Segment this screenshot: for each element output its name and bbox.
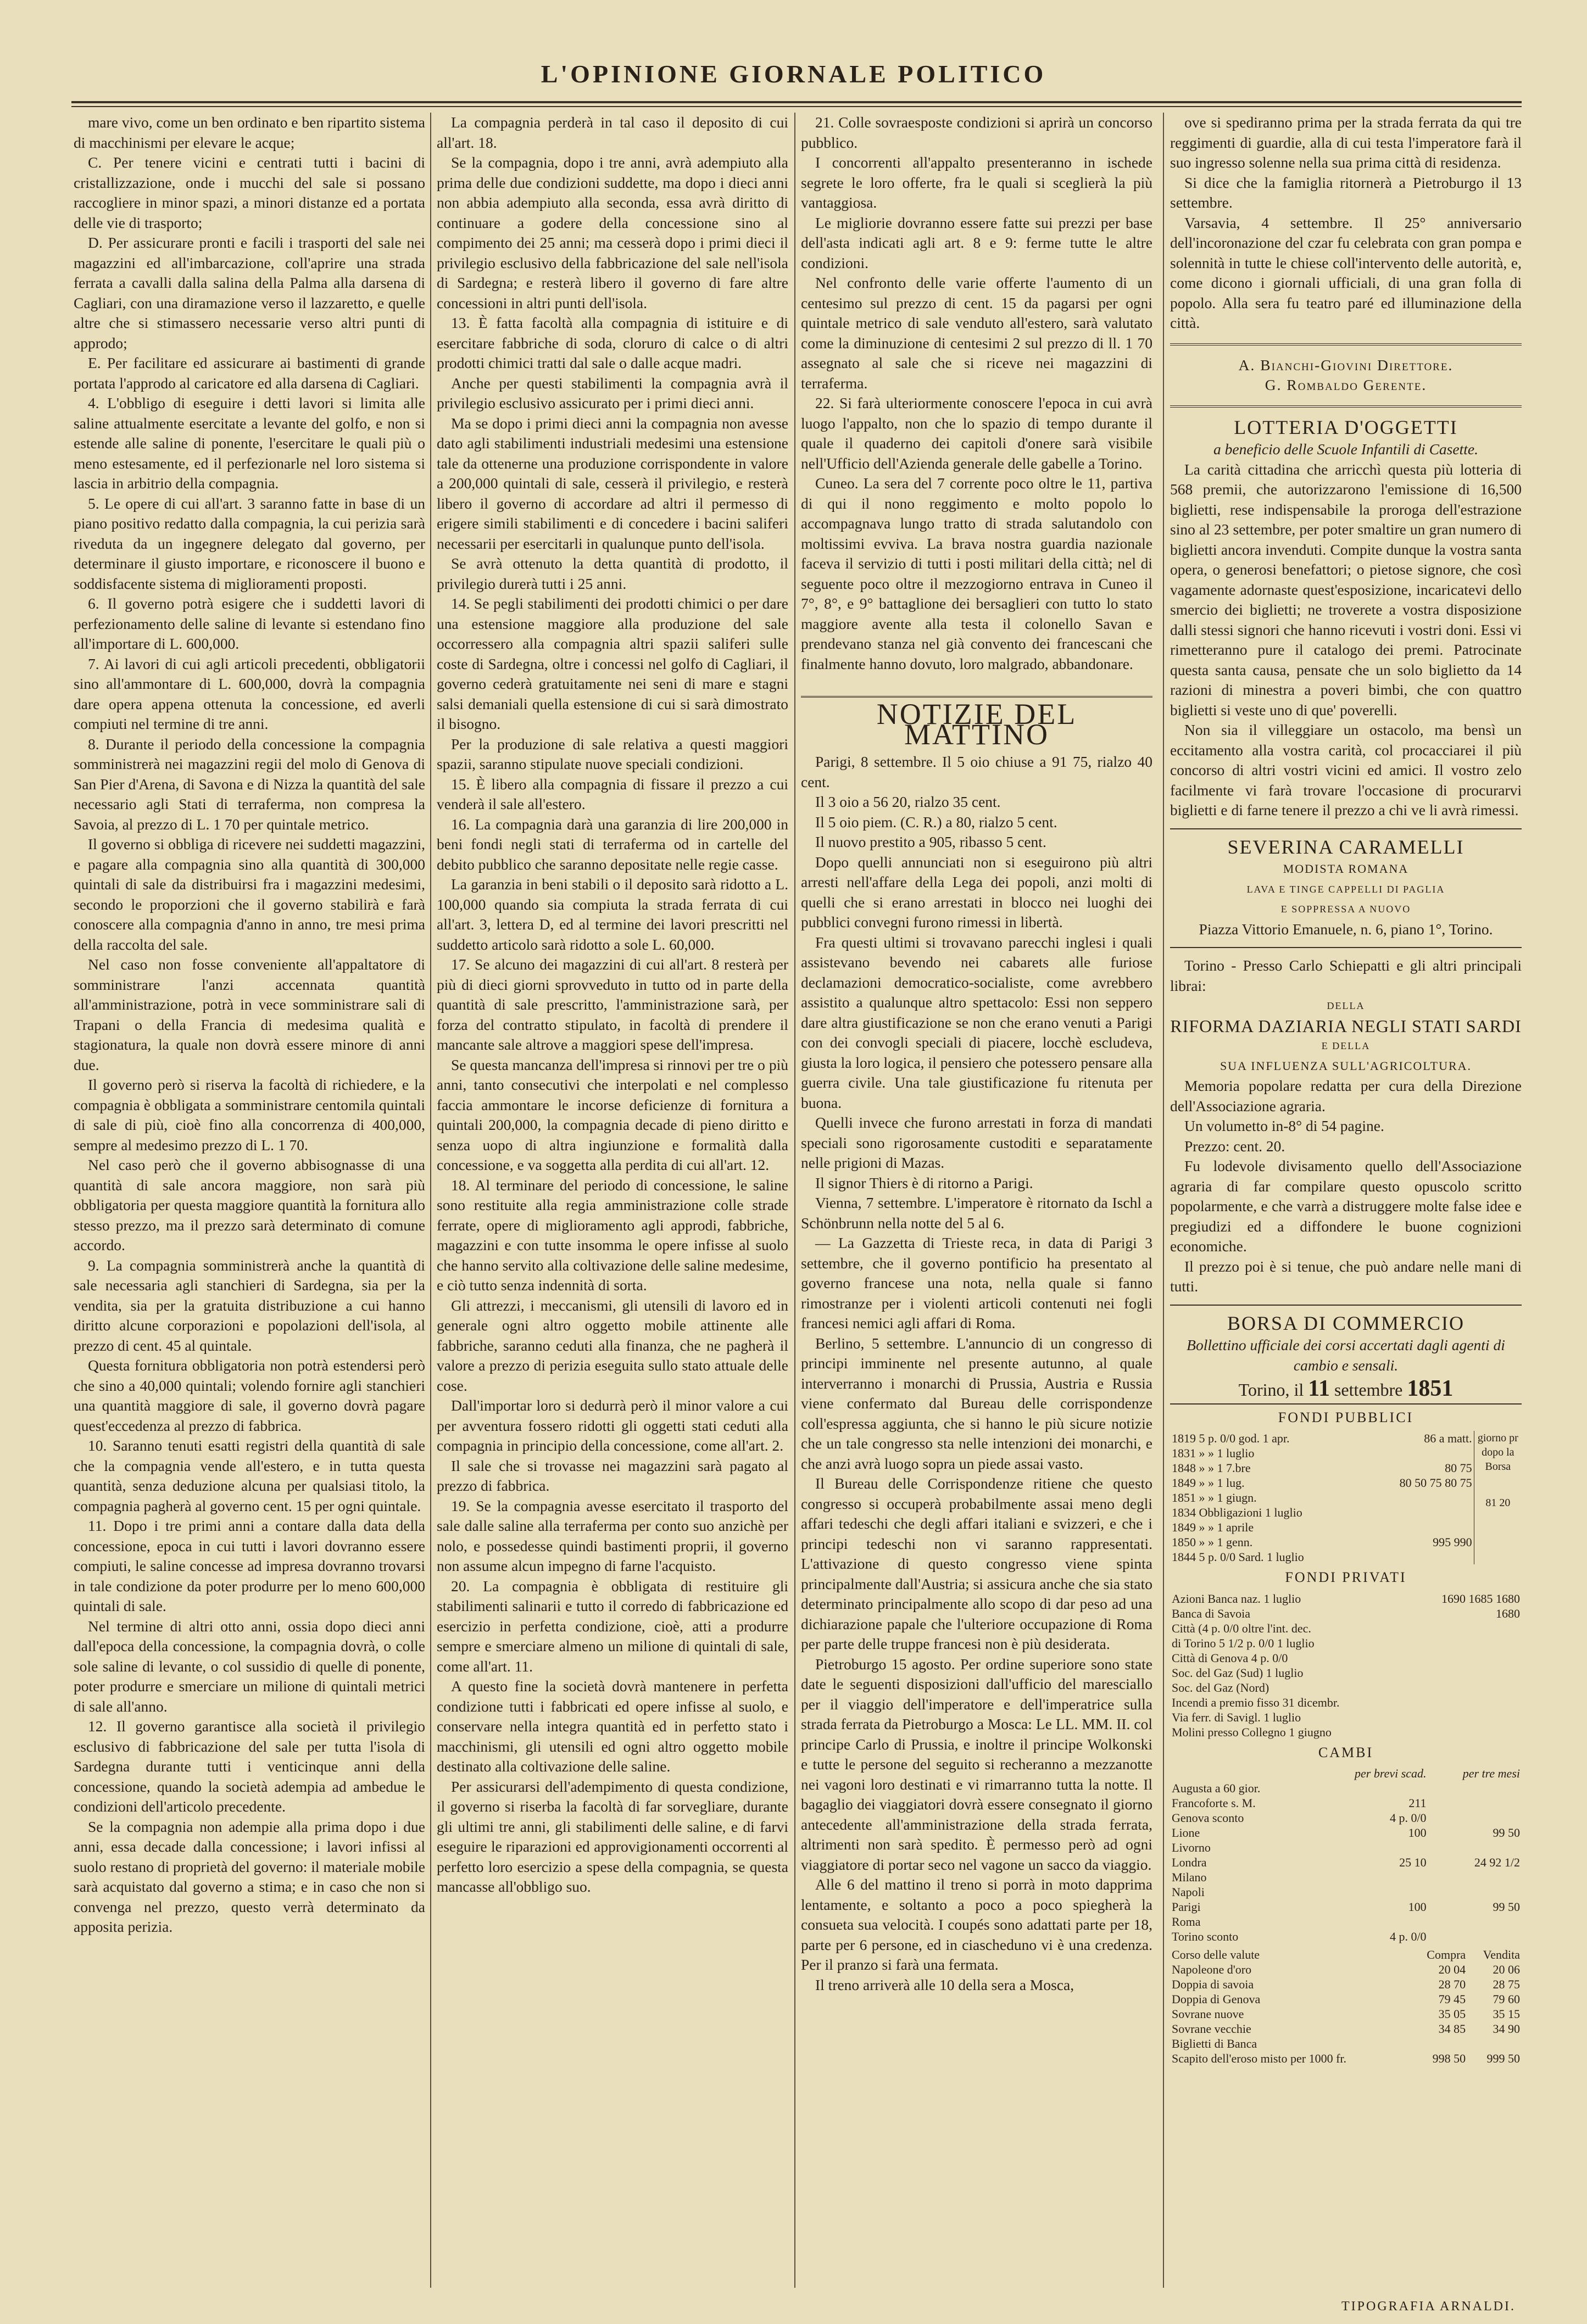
table-row bbox=[1170, 1461, 1474, 1475]
table-row bbox=[1170, 1992, 1522, 2007]
news-paragraph: Dopo quelli annunciati non si eseguirono più altri arresti nell'affare della Lega dei popoli, anzi molti di quelli che si erano arrestati in blocco nei luoghi dei pubblici convegni furono rimessi in libertà. bbox=[801, 853, 1152, 930]
table-cell bbox=[1312, 1914, 1428, 1929]
article-paragraph: C. Per tenere vicini e centrati tutti i bacini di cristallizzazione, onde i mucchi del sale si possano raccogliere in minor spazi, a minori distanze ed a portata delle vie di trasporto; bbox=[74, 154, 425, 231]
table-header-cell: Compra bbox=[1427, 1948, 1466, 1961]
article-paragraph: La compagnia perderà in tal caso il deposito di cui all'art. 18. bbox=[437, 114, 788, 151]
book-subtitle: SUA INFLUENZA SULL'AGRICOLTURA. bbox=[1220, 1058, 1472, 1073]
top-rule bbox=[71, 101, 1522, 103]
table-row bbox=[1170, 1475, 1474, 1490]
director-signature: A. Bianchi-Giovini Direttore. bbox=[1238, 356, 1454, 374]
table-cell: 998 50 bbox=[1432, 2052, 1466, 2065]
article-paragraph: 10. Saranno tenuti esatti registri della quantità di sale che la compagnia vende all'estero, e in tutta questa quantità, senza deduzione alcuna per qualsiasi titolo, la compagnia pagherà al governo cent. 15 per ogni quintale. bbox=[74, 1437, 425, 1514]
table-cell: Azioni Banca naz. 1 luglio bbox=[1172, 1591, 1301, 1606]
table-cell bbox=[1312, 1781, 1428, 1796]
currency-table bbox=[1170, 1947, 1522, 2066]
article-paragraph: Se la compagnia non adempie alla prima dopo i due anni, essa decade dalla concessione; i lavori infissi al suolo restano di proprietà del governo: il materiale mobile sarà acquistato dal governo a stima; e in caso che non si convenga nel prezzo, questo verrà determinato da apposita perizia. bbox=[74, 1818, 425, 1935]
article-paragraph: Dall'importar loro si dedurrà però il minor valore a cui per avventura fossero ridotti gli oggetti stati ceduti alla compagnia in principio della concessione, come all'art. 2. bbox=[437, 1397, 788, 1454]
table-cell bbox=[1312, 1840, 1428, 1855]
table-cell: Napoli bbox=[1172, 1885, 1205, 1899]
date-prefix: Torino, il bbox=[1238, 1380, 1304, 1400]
table-cell: Città (4 p. 0/0 oltre l'int. dec. bbox=[1172, 1621, 1311, 1635]
manager-signature: G. Rombaldo Gerente. bbox=[1265, 376, 1427, 393]
table-cell bbox=[1408, 1710, 1522, 1725]
article-paragraph: 21. Colle sovraesposte condizioni si aprirà un concorso pubblico. bbox=[801, 114, 1152, 151]
article-paragraph: 9. La compagnia somministrerà anche la quantità di sale necessaria agli stanchieri di Sardegna, sia per la vendita, sia per la gratuita distribuzione a cui hanno diritto alcune corporazioni e popolazioni dell'isola, al prezzo di cent. 45 al quintale. bbox=[74, 1256, 425, 1354]
article-paragraph: Per la produzione di sale relativa a questi maggiori spazii, saranno stipulate nuove speciali condizioni. bbox=[437, 735, 788, 772]
table-row bbox=[1170, 1505, 1474, 1520]
column-3 bbox=[801, 113, 1152, 2288]
article-paragraph: 20. La compagnia è obbligata di restituire gli stabilimenti salinarii e tutto il corredo di fabbricazione ed esercizio in perfetta condizione, cioè, atti a produrre sempre e smerciare almeno un milione di quintali di sale, come all'art. 11. bbox=[437, 1577, 788, 1675]
table-row bbox=[1170, 2051, 1522, 2066]
column-divider bbox=[1163, 113, 1164, 2288]
table-row bbox=[1170, 1855, 1522, 1870]
table-cell: Banca di Savoia bbox=[1172, 1606, 1250, 1620]
private-funds-heading: FONDI PRIVATI bbox=[1285, 1569, 1407, 1585]
table-cell: 100 bbox=[1408, 1900, 1427, 1914]
article-paragraph: 11. Dopo i tre primi anni a contare dalla data della concessione, epoca in cui tutti i lavori dovranno essere compiuti, le saline concesse ad impresa dovranno trovarsi in tale condizione da poter produrre per lo meno 600,000 quintali di sale. bbox=[74, 1517, 425, 1614]
giorno-value: 81 20 bbox=[1485, 1497, 1511, 1509]
table-cell: 79 60 bbox=[1493, 1992, 1520, 2006]
milliner-address: Piazza Vittorio Emanuele, n. 6, piano 1°, Torino. bbox=[1199, 920, 1493, 938]
table-row bbox=[1170, 1651, 1522, 1665]
article-paragraph: 6. Il governo potrà esigere che i suddetti lavori di perfezionamento delle saline di levante si estendano fino all'importare di L. 600,000. bbox=[74, 595, 425, 652]
table-row bbox=[1170, 1929, 1522, 1944]
table-cell: 999 50 bbox=[1486, 2052, 1520, 2065]
table-cell bbox=[1365, 1550, 1473, 1564]
date-day: 11 bbox=[1308, 1376, 1330, 1401]
table-row bbox=[1170, 2036, 1522, 2051]
article-paragraph: Anche per questi stabilimenti la compagnia avrà il privilegio esclusivo assicurato per i primi dieci anni. bbox=[437, 374, 788, 411]
table-row bbox=[1170, 1520, 1474, 1535]
table-cell: Incendi a premio fisso 31 dicembr. bbox=[1172, 1695, 1340, 1709]
table-cell: Lione bbox=[1172, 1826, 1200, 1840]
news-paragraph: Berlino, 5 settembre. L'annuncio di un congresso di principi imminente nel presente autunno, al quale interverranno i monarchi di Prussia, Austria e Russia viene confermato dal Bureau delle corrispondenze coll'espressa aggiunta, che si hanno le più sicure notizie che un tale congresso sta nelle intenzioni dei monarchi, e che anzi avrà luogo sopra un piede assai vasto. bbox=[801, 1334, 1152, 1472]
table-cell: Milano bbox=[1172, 1870, 1207, 1884]
table-header-cell: per tre mesi bbox=[1462, 1766, 1520, 1780]
news-paragraph: Vienna, 7 settembre. L'imperatore è ritornato da Ischl a Schönbrunn nella notte del 5 al 6. bbox=[801, 1194, 1152, 1231]
table-cell: 1819 5 p. 0/0 god. 1 apr. bbox=[1172, 1431, 1290, 1445]
article-paragraph: Nel confronto delle varie offerte l'aumento di un centesimo sul prezzo di cent. 15 da pagarsi per ogni quintale metrico di sale venduto all'estero, sarà valutato come la diminuzione di centesimi 2 sul prezzo di ll. 1 70 assegnato al sale che si riceve nei magazzini di terraferma. bbox=[801, 274, 1152, 392]
table-cell: Doppia di Genova bbox=[1172, 1992, 1261, 2006]
table-cell bbox=[1428, 1885, 1522, 1899]
table-cell: Sovrane nuove bbox=[1172, 2007, 1244, 2021]
table-cell: Genova sconto bbox=[1172, 1811, 1244, 1825]
table-cell bbox=[1428, 1810, 1522, 1825]
table-cell: 1844 5 p. 0/0 Sard. 1 luglio bbox=[1172, 1550, 1304, 1564]
news-paragraph: Fra questi ultimi si trovavano parecchi inglesi i quali assistevano bevendo nei cabarets alle furiose declamazioni democratico-socialiste, come avrebbero assistito a qualunque altro spettacolo: Essi non seppero dare altra giustificazione se non che erano venuti a Parigi con dei convogli speciali di piacere, locchè escludeva, giusta la loro logica, il pensiero che potessero pensare alla guerra civile. Una tale giustificazione fu ritenuta per buona. bbox=[801, 933, 1152, 1111]
table-row bbox=[1170, 1680, 1522, 1695]
table-cell: Roma bbox=[1172, 1915, 1201, 1929]
table-cell: 35 15 bbox=[1493, 2007, 1520, 2021]
book-volume: Un volumetto in-8° di 54 pagine. bbox=[1184, 1117, 1384, 1134]
table-cell: 1849 » » 1 aprile bbox=[1172, 1520, 1254, 1534]
book-della: DELLA bbox=[1327, 1000, 1365, 1011]
table-cell: Doppia di savoia bbox=[1172, 1977, 1254, 1991]
table-cell bbox=[1428, 1796, 1522, 1810]
article-paragraph: mare vivo, come un ben ordinato e ben ripartito sistema di macchinismi per elevare le acque; bbox=[74, 114, 425, 151]
giorno-box bbox=[1474, 1431, 1522, 1564]
divider bbox=[1170, 343, 1522, 345]
table-cell bbox=[1428, 1914, 1522, 1929]
table-cell: 1848 » » 1 7.bre bbox=[1172, 1461, 1251, 1475]
table-row bbox=[1170, 1899, 1522, 1914]
table-cell: 995 990 bbox=[1433, 1535, 1472, 1549]
article-paragraph: 19. Se la compagnia avesse esercitato il trasporto del sale dalle saline alla terraferma per conto suo anzichè per nolo, e possedesse quindi bastimenti proprii, il governo non assume alcun impegno di farne l'acquisto. bbox=[437, 1497, 788, 1574]
table-cell: Livorno bbox=[1172, 1841, 1211, 1854]
article-paragraph: 8. Durante il periodo della concessione la compagnia somministrerà nei magazzini regii del molo di Genova di San Pier d'Arena, di Savona e di Nizza la quantità del sale necessario agli Stati di terraferma, non compresa la Savoia, al prezzo di L. 1 70 per quintale metrico. bbox=[74, 735, 425, 833]
table-cell: 86 a matt. bbox=[1424, 1431, 1472, 1445]
table-cell bbox=[1312, 1885, 1428, 1899]
table-row bbox=[1170, 1636, 1522, 1651]
news-paragraph: Si dice che la famiglia ritornerà a Pietroburgo il 13 settembre. bbox=[1170, 174, 1522, 211]
bourse-date bbox=[1170, 1376, 1522, 1401]
table-cell bbox=[1170, 1766, 1312, 1781]
table-cell: Francoforte s. M. bbox=[1172, 1796, 1256, 1810]
article-paragraph: 18. Al terminare del periodo di concessione, le saline sono restituite alla regia amministrazione colle strade ferrate, opere di miglioramento agli approdi, fabbriche, magazzini e con tutte insomma le opere infisse al suolo che hanno servito alla coltivazione delle saline medesime, e ciò tutto senza indennità di sorta. bbox=[437, 1176, 788, 1294]
table-cell: 4 p. 0/0 bbox=[1389, 1930, 1427, 1943]
article-paragraph: Per assicurarsi dell'adempimento di questa condizione, il governo si riserba la facoltà di far sorvegliare, durante gli ultimi tre anni, gli stabilimenti delle saline, e di farvi eseguire le riparazioni ed approvigionamenti occorrenti al perfetto loro esercizio a spese della compagnia, se questa mancasse all'obbligo suo. bbox=[437, 1777, 788, 1895]
table-row bbox=[1170, 1781, 1522, 1796]
table-cell: 1680 bbox=[1496, 1606, 1520, 1620]
masthead-title: L'OPINIONE GIORNALE POLITICO bbox=[541, 60, 1046, 88]
table-cell: Soc. del Gaz (Nord) bbox=[1172, 1680, 1269, 1695]
article-paragraph: D. Per assicurare pronti e facili i trasporti del sale nei magazzini ed all'imbarcazione, coll'aprire una strada ferrata a cavalli dalla salina della Palma alla darsena di Cagliari, con una diramazione verso il lazzaretto, e quelle altre che si stimassero necessarie verso altri punti di approdo; bbox=[74, 234, 425, 352]
table-row bbox=[1170, 1665, 1522, 1680]
divider bbox=[1170, 828, 1522, 829]
lottery-paragraph: Non sia il villeggiare un ostacolo, ma bensì un eccitamento alla vostra carità, col procacciarei il più concorso di altri vostri vicini ed amici. Il vostro zelo facilmente vi farà trovare l'occasione di procurarvi biglietti e di farne tenere il prezzo a chi ve li avrà rimessi. bbox=[1170, 721, 1522, 818]
article-paragraph: Se avrà ottenuto la detta quantità di prodotto, il privilegio durerà tutti i 25 anni. bbox=[437, 555, 788, 592]
news-paragraph: Il 3 oio a 56 20, rialzo 35 cent. bbox=[815, 793, 1001, 810]
table-cell: 99 50 bbox=[1493, 1826, 1520, 1840]
article-paragraph: Le migliorie dovranno essere fatte sui prezzi per base dell'asta indicati agli art. 8 e 9: ferme tutte le altre condizioni. bbox=[801, 214, 1152, 271]
table-row bbox=[1170, 1914, 1522, 1929]
table-cell bbox=[1408, 1725, 1522, 1740]
article-paragraph: Nel termine di altri otto anni, ossia dopo dieci anni dall'epoca della concessione, la compagnia dovrà, o colle sole saline di levante, o col sussidio di quelle di ponente, poter produrre e smerciare un milione di quintali metrici di sale all'anno. bbox=[74, 1617, 425, 1715]
column-4 bbox=[1170, 113, 1522, 2288]
table-cell bbox=[1408, 1621, 1522, 1636]
news-paragraph: Il Bureau delle Corrispondenze ritiene che questo congresso si occuperà probabilmente assai meno degli affari tedeschi che degli affari italiani e svizzeri, e che i principi tedeschi non vi saranno rappresentati. L'attivazione di questo congresso viene spinta principalmente dall'Austria; si assicura anche che sia stato determinato principalmente allo scopo di dar peso ad una dichiarazione papale che l'ulteriore occupazione di Roma per parte delle truppe francesi non è più desiderata. bbox=[801, 1475, 1152, 1652]
table-cell: Biglietti di Banca bbox=[1172, 2037, 1257, 2050]
table-cell: Torino sconto bbox=[1172, 1930, 1239, 1943]
table-header-cell: per brevi scad. bbox=[1355, 1766, 1427, 1780]
exchange-heading: CAMBI bbox=[1318, 1744, 1374, 1760]
news-heading-box bbox=[801, 696, 1152, 751]
news-paragraph: Varsavia, 4 settembre. Il 25° anniversario dell'incoronazione del czar fu celebrata con gran pompa e solennità in tutte le chiese coll'intervento delle autorità, e, come dicono i giornali ufficiali, di una gran folla di popolo. Alla sera fu teatro paré ed illuminazione della città. bbox=[1170, 214, 1522, 331]
table-cell bbox=[1410, 2036, 1467, 2051]
table-row bbox=[1170, 1962, 1522, 1977]
table-cell: 1831 » » 1 luglio bbox=[1172, 1446, 1255, 1460]
table-cell: 28 70 bbox=[1438, 1977, 1466, 1991]
table-cell: 80 75 bbox=[1445, 1461, 1472, 1475]
article-paragraph: E. Per facilitare ed assicurare ai bastimenti di grande portata l'approdo al caricatore ed alla darsena di Cagliari. bbox=[74, 354, 425, 392]
article-paragraph: Gli attrezzi, i meccanismi, gli utensili di lavoro ed in generale ogni altro oggetto mobile attinente alle fabbriche, saranno ceduti alla finanza, che ne pagherà il valore a prezzo di perizia eseguita sullo stato attuale delle cose. bbox=[437, 1296, 788, 1394]
article-paragraph: A questo fine la società dovrà mantenere in perfetta condizione tutti i fabbricati ed opere infisse al suolo, e conservare nella integra quantità ed in perfetto stato i macchinismi, gli utensili ed ogni altro oggetto mobile destinato alla coltivazione delle saline. bbox=[437, 1677, 788, 1775]
article-paragraph: Cuneo. La sera del 7 corrente poco oltre le 11, partiva di qui il nono reggimento e molto popolo lo accompagnava lungo tratto di strada salutandolo con moltissimi evviva. La brava nostra guardia nazionale faceva il servizio di tutti i posti militari della città; nel di seguente poco oltre il mezzogiorno entrava in Cuneo il 7°, 8°, e 9° battaglione dei bersaglieri con tutto lo stato maggiore avente alla testa il colonello Savan e prendevano stanza nel già convento dei francescani che finalmente hanno dovuto, loro malgrado, abbandonare. bbox=[801, 475, 1152, 672]
divider bbox=[1170, 1403, 1522, 1405]
article-paragraph: Il sale che si trovasse nei magazzini sarà pagato al prezzo di fabbrica. bbox=[437, 1457, 788, 1494]
table-cell: 25 10 bbox=[1399, 1855, 1427, 1869]
book-note-2: Il prezzo poi è si tenue, che può andare nelle mani di tutti. bbox=[1170, 1257, 1522, 1295]
date-year: 1851 bbox=[1407, 1376, 1454, 1401]
book-intro: Torino - Presso Carlo Schiepatti e gli altri principali librai: bbox=[1170, 957, 1522, 994]
table-row bbox=[1170, 1796, 1522, 1810]
article-paragraph: 22. Si farà ulteriormente conoscere l'epoca in cui avrà luogo l'appalto, non che lo spazio di tempo durante il quale il quaderno dei capitoli d'onere sarà visibile nell'Ufficio dell'Azienda generale delle gabelle a Torino. bbox=[801, 394, 1152, 472]
table-row bbox=[1170, 1621, 1522, 1636]
table-row bbox=[1170, 1550, 1474, 1564]
article-paragraph: Nel caso non fosse conveniente all'appaltatore di somministrare l'anzi accennata quantità all'amministrazione, potrà in vece somministrare sali di Trapani o della Francia di medesima qualità e stagionatura, la quale non dovrà essere minore di anni due. bbox=[74, 956, 425, 1073]
table-row bbox=[1170, 1840, 1522, 1855]
table-row bbox=[1170, 1825, 1522, 1840]
table-row bbox=[1170, 1710, 1522, 1725]
divider bbox=[1170, 405, 1522, 408]
table-cell: 1850 » » 1 genn. bbox=[1172, 1535, 1253, 1549]
news-paragraph: — La Gazzetta di Trieste reca, in data di Parigi 3 settembre, che il governo pontificio ha presentato al governo francese una nota, nella quale si fanno rimostranze per i violenti articoli contenuti nei fogli francesi nemici agli affari di Roma. bbox=[801, 1234, 1152, 1331]
table-header-row bbox=[1170, 1947, 1522, 1962]
table-row bbox=[1170, 1535, 1474, 1550]
table-cell bbox=[1408, 1636, 1522, 1651]
date-month: settembre bbox=[1334, 1380, 1403, 1400]
article-paragraph: Il governo però si riserva la facoltà di richiedere, e la compagnia è obbligata a somministrare centomila quintali di sale di più, cioè fino alla concorrenza di 400,000, sempre al medesimo prezzo di L. 1 70. bbox=[74, 1076, 425, 1153]
table-cell: 20 04 bbox=[1438, 1963, 1466, 1976]
table-cell: 34 90 bbox=[1493, 2022, 1520, 2036]
table-cell bbox=[1312, 1870, 1428, 1885]
table-row bbox=[1170, 1885, 1522, 1899]
article-paragraph: 14. Se pegli stabilimenti dei prodotti chimici o per dare una estensione maggiore alla produzione del sale occorressero alla compagnia altri spazii saliferi sulle coste di Sardegna, oltre i concessi nel golfo di Cagliari, il governo cederà gratuitamente nei seni di mare e stagni salsi demaniali quella estensione di cui si sarà dimostrato il bisogno. bbox=[437, 595, 788, 732]
table-cell: Soc. del Gaz (Sud) 1 luglio bbox=[1172, 1665, 1304, 1680]
article-paragraph: 7. Ai lavori di cui agli articoli precedenti, obbligatorii sino all'ammontare di L. 600,000, dovrà la compagnia dare opera appena ottenuta la concessione, ed averli compiuti nel termine di tre anni. bbox=[74, 655, 425, 732]
public-funds-table bbox=[1170, 1431, 1474, 1564]
bourse-title: BORSA DI COMMERCIO bbox=[1227, 1312, 1465, 1334]
table-row bbox=[1170, 1490, 1474, 1505]
table-cell bbox=[1408, 1651, 1522, 1665]
column-1 bbox=[74, 113, 425, 2288]
article-paragraph: I concorrenti all'appalto presenteranno in ischede segrete le loro offerte, fra le quali si sceglierà la più vantaggiosa. bbox=[801, 154, 1152, 211]
table-cell: Molini presso Collegno 1 giugno bbox=[1172, 1725, 1332, 1739]
lottery-title: LOTTERIA D'OGGETTI bbox=[1234, 416, 1458, 438]
private-funds-table bbox=[1170, 1591, 1522, 1740]
table-cell: 1834 Obbligazioni 1 luglio bbox=[1172, 1506, 1302, 1519]
table-cell bbox=[1365, 1520, 1473, 1535]
article-paragraph: La garanzia in beni stabili o il deposito sarà ridotto a L. 100,000 quando sia compiuta la strada ferrata di cui all'art. 3, lettera D, ed al termine dei lavori prescritti nel suddetto articolo sarà ridotto a sole L. 60,000. bbox=[437, 876, 788, 953]
divider bbox=[1170, 1305, 1522, 1306]
column-divider bbox=[430, 113, 431, 2288]
article-paragraph: 4. L'obbligo di eseguire i detti lavori si limita alle saline attualmente esercitate a levante del golfo, e non si estende alle saline di ponente, l'esercitare le quali più o meno estesamente, ed il perfezionarle nel loro sistema si lascia in arbitrio della compagnia. bbox=[74, 394, 425, 492]
table-cell: 28 75 bbox=[1493, 1977, 1520, 1991]
table-cell: 34 85 bbox=[1438, 2022, 1466, 2036]
table-cell: 4 p. 0/0 bbox=[1389, 1811, 1427, 1825]
lottery-paragraph: La carità cittadina che arricchì questa più lotteria di 568 premii, che autorizzarono l'emissione di 16,500 biglietti, rese indispensabile la proroga dell'estrazione sino al 23 settembre, per poter smaltire un gran numero di biglietti ancora invenduti. Compite dunque la vostra santa opera, o generosi benefattori; o pietose signore, che così vagamente adornaste quest'esposizione, incaricatevi dello smercio dei biglietti; ne troverete a vostra disposizione dalli stessi signori che hanno ricevuti i vostri doni. Essi vi rimetteranno pure il catalogo dei premi. Patrocinate questa santa causa, pensate che un solo biglietto da 14 razioni di minestra a poveri bimbi, che con quattro biglietti si veste uno di que' poverelli. bbox=[1170, 460, 1522, 718]
article-paragraph: Se questa mancanza dell'impresa si rinnovi per tre o più anni, tanto consecutivi che interpolati e nel complesso faccia ammontare le incorse deficienze di fornitura a quintali 200,000, la compagnia decade di pieno diritto e senza uopo di altra ingiunzione e formalità dalla concessione, e va soggetta alla perdita di cui all'art. 12. bbox=[437, 1056, 788, 1173]
article-paragraph: 15. È libero alla compagnia di fissare il prezzo a cui venderà il sale all'estero. bbox=[437, 775, 788, 812]
table-row bbox=[1170, 1810, 1522, 1825]
milliner-name: SEVERINA CARAMELLI bbox=[1227, 835, 1465, 858]
table-row bbox=[1170, 1695, 1522, 1710]
table-row bbox=[1170, 1977, 1522, 1992]
article-paragraph: 16. La compagnia darà una garanzia di lire 200,000 in beni fondi negli stati di terraferma od in cartelle del debito pubblico che saranno depositate nelle regie casse. bbox=[437, 815, 788, 873]
table-cell bbox=[1428, 1781, 1522, 1796]
table-row bbox=[1170, 1870, 1522, 1885]
table-cell: Via ferr. di Savigl. 1 luglio bbox=[1172, 1710, 1301, 1724]
table-row bbox=[1170, 1446, 1474, 1461]
table-cell: Parigi bbox=[1172, 1900, 1201, 1914]
giorno-label: giorno pr dopo la Borsa bbox=[1477, 1432, 1518, 1473]
table-cell: 20 06 bbox=[1493, 1963, 1520, 1976]
table-cell: Augusta a 60 gior. bbox=[1172, 1781, 1261, 1795]
public-funds-block bbox=[1170, 1431, 1522, 1564]
table-cell: Città di Genova 4 p. 0/0 bbox=[1172, 1651, 1288, 1665]
table-header-cell: Corso delle valute bbox=[1172, 1948, 1260, 1961]
table-cell: 80 50 75 80 75 bbox=[1399, 1476, 1472, 1490]
book-price: Prezzo: cent. 20. bbox=[1184, 1137, 1285, 1155]
article-paragraph: 12. Il governo garantisce alla società il privilegio esclusivo di fabbricazione del sale per tutta l'isola di Sardegna durante tutti i venticinque anni della concessione, quando la società adempia ad ambedue le condizioni dell'articolo precedente. bbox=[74, 1718, 425, 1815]
public-funds-heading: FONDI PUBBLICI bbox=[1278, 1409, 1414, 1425]
table-cell bbox=[1408, 1695, 1522, 1710]
table-row bbox=[1170, 1431, 1474, 1446]
table-cell: 1690 1685 1680 bbox=[1441, 1591, 1520, 1606]
table-cell bbox=[1365, 1490, 1473, 1505]
table-cell: 211 bbox=[1408, 1796, 1427, 1810]
news-paragraph: Alle 6 del mattino il treno si porrà in moto dapprima lentamente, e soltanto a poco a poco spiegherà la consueta sua velocità. I coupés sono adattati parte per 18, parte per 6 persone, ed in ciascheduno vi è una credenza. Per il pranzo si farà una fermata. bbox=[801, 1876, 1152, 1973]
column-divider bbox=[794, 113, 795, 2288]
milliner-line1: MODISTA ROMANA bbox=[1283, 862, 1409, 876]
article-paragraph: Questa fornitura obbligatoria non potrà estendersi però che sino a 40,000 quintali; volendo fornire agli stanchieri una quantità maggiore di sale, il governo dovrà pagare quest'eccedenza al prezzo di fabbrica. bbox=[74, 1357, 425, 1434]
table-row bbox=[1170, 2007, 1522, 2021]
exchange-table bbox=[1170, 1766, 1522, 1944]
column-2 bbox=[437, 113, 788, 2288]
printer-credit: TIPOGRAFIA ARNALDI. bbox=[1341, 2299, 1516, 2314]
table-cell bbox=[1408, 1665, 1522, 1680]
table-cell: 1851 » » 1 giugn. bbox=[1172, 1491, 1257, 1504]
table-row bbox=[1170, 1606, 1522, 1621]
article-paragraph: Il governo si obbliga di ricevere nei suddetti magazzini, e pagare alla compagnia sino alla quantità di 300,000 quintali di sale da distribuirsi fra i magazzini medesimi, secondo le proporzioni che il governo stabilirà e farà conoscere alla compagnia d'anno in anno, tre mesi prima della raccolta del sale. bbox=[74, 835, 425, 953]
table-row bbox=[1170, 2021, 1522, 2036]
table-cell bbox=[1428, 1840, 1522, 1855]
table-cell: Napoleone d'oro bbox=[1172, 1963, 1252, 1976]
news-heading: NOTIZIE DEL MATTINO bbox=[876, 698, 1077, 751]
milliner-line3: E SOPPRESSA A NUOVO bbox=[1280, 904, 1411, 915]
table-cell: 100 bbox=[1408, 1826, 1427, 1840]
book-note: Fu lodevole divisamento quello dell'Associazione agraria di far compilare questo opuscolo scritto popolarmente, e che varrà a distruggere molte false idee e pregiudizi ed a diffondere le buone cognizioni economiche. bbox=[1170, 1157, 1522, 1255]
top-rule-thin bbox=[71, 106, 1522, 107]
table-cell: 35 05 bbox=[1438, 2007, 1466, 2021]
table-cell: Londra bbox=[1172, 1855, 1207, 1869]
book-e-della: E DELLA bbox=[1321, 1040, 1371, 1051]
news-paragraph: Il 5 oio piem. (C. R.) a 80, rialzo 5 cent. bbox=[815, 813, 1057, 831]
table-cell: 79 45 bbox=[1438, 1992, 1466, 2006]
table-cell: 99 50 bbox=[1493, 1900, 1520, 1914]
table-cell bbox=[1467, 2036, 1522, 2051]
news-paragraph: Il signor Thiers è di ritorno a Parigi. bbox=[815, 1174, 1033, 1191]
book-description: Memoria popolare redatta per cura della Direzione dell'Associazione agraria. bbox=[1170, 1077, 1522, 1114]
table-cell bbox=[1408, 1680, 1522, 1695]
divider bbox=[1170, 947, 1522, 948]
table-cell: 1849 » » 1 lug. bbox=[1172, 1476, 1245, 1490]
news-paragraph: Pietroburgo 15 agosto. Per ordine superiore sono state date le seguenti disposizioni dall'ufficio del maresciallo per il viaggio dell'imperatore e dell'imperatrice sulla strada ferrata da Pietroburgo a Mosca: Le LL. MM. II. col principe Carlo di Prussia, e inoltre il principe Wolkonski e tutte le persone del seguito si recheranno a mezzanotte nei vagoni loro destinati e vi rimarranno tutta la notte. Il bagaglio dei viaggiatori dovrà essere consegnato il giorno antecedente all'amministrazione della strada ferrata, altrimenti non sarà spedito. È permesso però ad ogni viaggiatore di portar seco nel vagone un sacco da viaggio. bbox=[801, 1655, 1152, 1873]
lottery-subtitle: a beneficio delle Scuole Infantili di Casette. bbox=[1213, 441, 1478, 458]
news-paragraph: Il treno arriverà alle 10 della sera a Mosca, bbox=[815, 1976, 1074, 1993]
news-paragraph: Parigi, 8 settembre. Il 5 oio chiuse a 91 75, rialzo 40 cent. bbox=[801, 753, 1152, 790]
table-row bbox=[1170, 1591, 1522, 1606]
table-cell: Scapito dell'eroso misto per 1000 fr. bbox=[1172, 2052, 1347, 2065]
article-paragraph: 5. Le opere di cui all'art. 3 saranno fatte in base di un piano positivo redatto dalla compagnia, la cui perizia sarà riveduta da un ingegnere delegato dal governo, per determinare il giusto importare, e riconoscere il buono e soddisfacente sistema di miglioramenti proposti. bbox=[74, 494, 425, 592]
article-paragraph: Ma se dopo i primi dieci anni la compagnia non avesse dato agli stabilimenti industriali medesimi una estensione tale da ottenerne una produzione corrispondente in valore a 200,000 quintali di sale, cesserà il privilegio, e resterà libero il governo di accordare ad altri il permesso di erigere simili stabilimenti e di concedere i bacini saliferi necessarii per esercitarli in qualunque punto dell'isola. bbox=[437, 414, 788, 552]
table-cell bbox=[1428, 1870, 1522, 1885]
table-header-row bbox=[1170, 1766, 1522, 1781]
news-paragraph: ove si spediranno prima per la strada ferrata da qui tre reggimenti di guardie, alla di cui testa l'imperatore farà il suo ingresso solenne nella sua prima città di residenza. bbox=[1170, 114, 1522, 171]
table-cell: di Torino 5 1/2 p. 0/0 1 luglio bbox=[1172, 1636, 1315, 1650]
table-header-cell: Vendita bbox=[1483, 1948, 1520, 1961]
article-paragraph: Se la compagnia, dopo i tre anni, avrà adempiuto alla prima delle due condizioni suddette, ma dopo i dieci anni non abbia adempiuto alla seconda, essa avrà diritto di continuare a godere della concessione sino al compimento dei 25 anni; ma cesserà dopo i primi dieci il privilegio esclusivo della fabbricazione del sale nell'isola di Sardegna; e resterà libero il governo di fare altre concessioni in altri punti dell'isola. bbox=[437, 154, 788, 311]
table-cell bbox=[1365, 1505, 1473, 1520]
table-cell: 24 92 1/2 bbox=[1474, 1855, 1520, 1869]
table-row bbox=[1170, 1725, 1522, 1740]
table-cell bbox=[1428, 1929, 1522, 1944]
milliner-line2: LAVA E TINGE CAPPELLI DI PAGLIA bbox=[1246, 883, 1445, 895]
table-cell bbox=[1365, 1446, 1473, 1461]
news-paragraph: Quelli invece che furono arrestati in forza di mandati speciali sono rigorosamente custoditi e separatamente nelle prigioni di Mazas. bbox=[801, 1114, 1152, 1171]
table-cell: Sovrane vecchie bbox=[1172, 2022, 1251, 2036]
article-paragraph: 13. È fatta facoltà alla compagnia di istituire e di esercitare fabbriche di soda, cloruro di calce o di altri prodotti chimici tratti dal sale o dalle acque madri. bbox=[437, 314, 788, 371]
article-paragraph: Nel caso però che il governo abbisognasse di una quantità di sale ancora maggiore, non sarà più obbligatoria per questa maggiore quantità la fornitura allo stesso prezzo, ma il prezzo sarà determinato di comune accordo. bbox=[74, 1156, 425, 1253]
book-title: RIFORMA DAZIARIA NEGLI STATI SARDI bbox=[1170, 1016, 1522, 1036]
bourse-subtitle: Bollettino ufficiale dei corsi accertati dagli agenti di cambio e sensali. bbox=[1187, 1336, 1505, 1374]
article-paragraph: 17. Se alcuno dei magazzini di cui all'art. 8 resterà per più di dieci giorni sprovveduto in tutto od in parte della quantità di sale prescritto, l'amministrazione sarà, per forza del contratto stipulato, in facoltà di prendere il mancante sale altrove a maggiori spese dell'impresa. bbox=[437, 956, 788, 1053]
news-paragraph: Il nuovo prestito a 905, ribasso 5 cent. bbox=[815, 833, 1046, 850]
